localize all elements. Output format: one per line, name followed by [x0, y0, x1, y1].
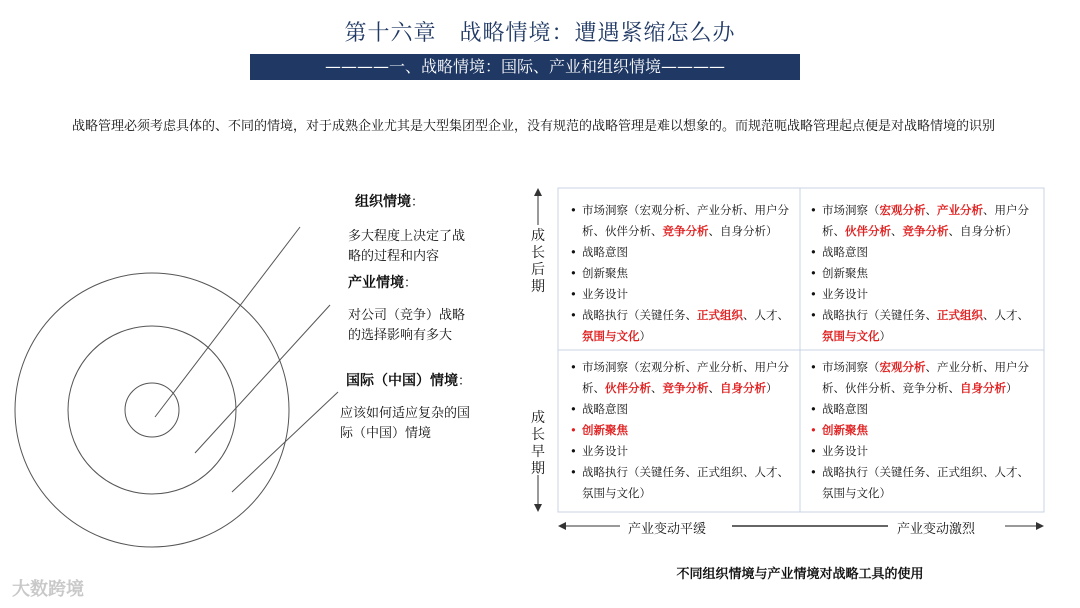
x-label-drastic: 产业变动激烈	[897, 522, 976, 537]
x-label-gradual: 产业变动平缓	[628, 522, 707, 537]
industry-context-desc: 对公司（竞争）战略 的选择影响有多大	[348, 308, 466, 343]
watermark-logo: 大数跨境	[12, 579, 84, 600]
quadrant-early-gradual	[568, 357, 796, 504]
matrix-caption: 不同组织情境与产业情境对战略工具的使用	[676, 567, 924, 582]
list-item: • 市场洞察（宏观分析、产业分析、用户分析、伙伴分析、竞争分析、自身分析）	[568, 200, 796, 242]
list-item: • 市场洞察（宏观分析、产业分析、用户分析、伙伴分析、竞争分析、自身分析）	[808, 357, 1036, 399]
middle-ring-industry	[68, 326, 236, 494]
list-item: • 战略意图	[808, 399, 1036, 420]
intl-context-title: 国际（中国）情境	[346, 373, 458, 389]
y-label-early-stage: 成长早期	[531, 410, 545, 477]
list-item: • 创新聚焦	[568, 263, 796, 284]
y-label-later-stage: 成长后期	[531, 228, 545, 295]
org-context-desc: 多大程度上决定了战 略的过程和内容	[348, 229, 466, 264]
org-context-label: 组织情境：	[355, 194, 425, 210]
list-item: • 创新聚焦	[568, 420, 796, 441]
pointer-line-industry	[195, 305, 330, 453]
industry-context-label: 产业情境：	[348, 275, 418, 291]
quadrant-later-gradual	[568, 200, 796, 347]
quadrant-later-drastic	[808, 200, 1036, 347]
inner-ring-org	[125, 383, 179, 437]
pointer-line-intl	[232, 392, 338, 492]
list-item: • 市场洞察（宏观分析、产业分析、用户分析、伙伴分析、竞争分析、自身分析）	[568, 357, 796, 399]
outer-ring-intl	[15, 273, 289, 547]
list-item: • 战略执行（关键任务、正式组织、人才、氛围与文化）	[808, 462, 1036, 504]
pointer-line-org	[155, 227, 300, 417]
list-item: • 战略执行（关键任务、正式组织、人才、氛围与文化）	[568, 305, 796, 347]
org-context-title: 组织情境	[355, 194, 411, 210]
list-item: • 业务设计	[808, 441, 1036, 462]
industry-context-title: 产业情境	[348, 275, 404, 291]
intro-paragraph: 战略管理必须考虑具体的、不同的情境，对于成熟企业尤其是大型集团型企业，没有规范的战略管理是难以想象的。而规范呃战略管理起点便是对战略情境的识别	[72, 119, 996, 134]
list-item: • 战略意图	[568, 399, 796, 420]
list-item: • 创新聚焦	[808, 263, 1036, 284]
intl-context-label: 国际（中国）情境：	[346, 373, 472, 389]
list-item: • 创新聚焦	[808, 420, 1036, 441]
page-title: 第十六章 战略情境：遭遇紧缩怎么办	[344, 21, 736, 46]
list-item: • 战略执行（关键任务、正式组织、人才、氛围与文化）	[808, 305, 1036, 347]
intl-context-desc: 应该如何适应复杂的国 际（中国）情境	[340, 406, 471, 441]
list-item: • 业务设计	[808, 284, 1036, 305]
list-item: • 业务设计	[568, 441, 796, 462]
list-item: • 市场洞察（宏观分析、产业分析、用户分析、伙伴分析、竞争分析、自身分析）	[808, 200, 1036, 242]
section-subtitle: ————一、战略情境：国际、产业和组织情境————	[250, 54, 800, 80]
list-item: • 战略意图	[568, 242, 796, 263]
quadrant-early-drastic	[808, 357, 1036, 504]
list-item: • 战略意图	[808, 242, 1036, 263]
list-item: • 战略执行（关键任务、正式组织、人才、氛围与文化）	[568, 462, 796, 504]
list-item: • 业务设计	[568, 284, 796, 305]
